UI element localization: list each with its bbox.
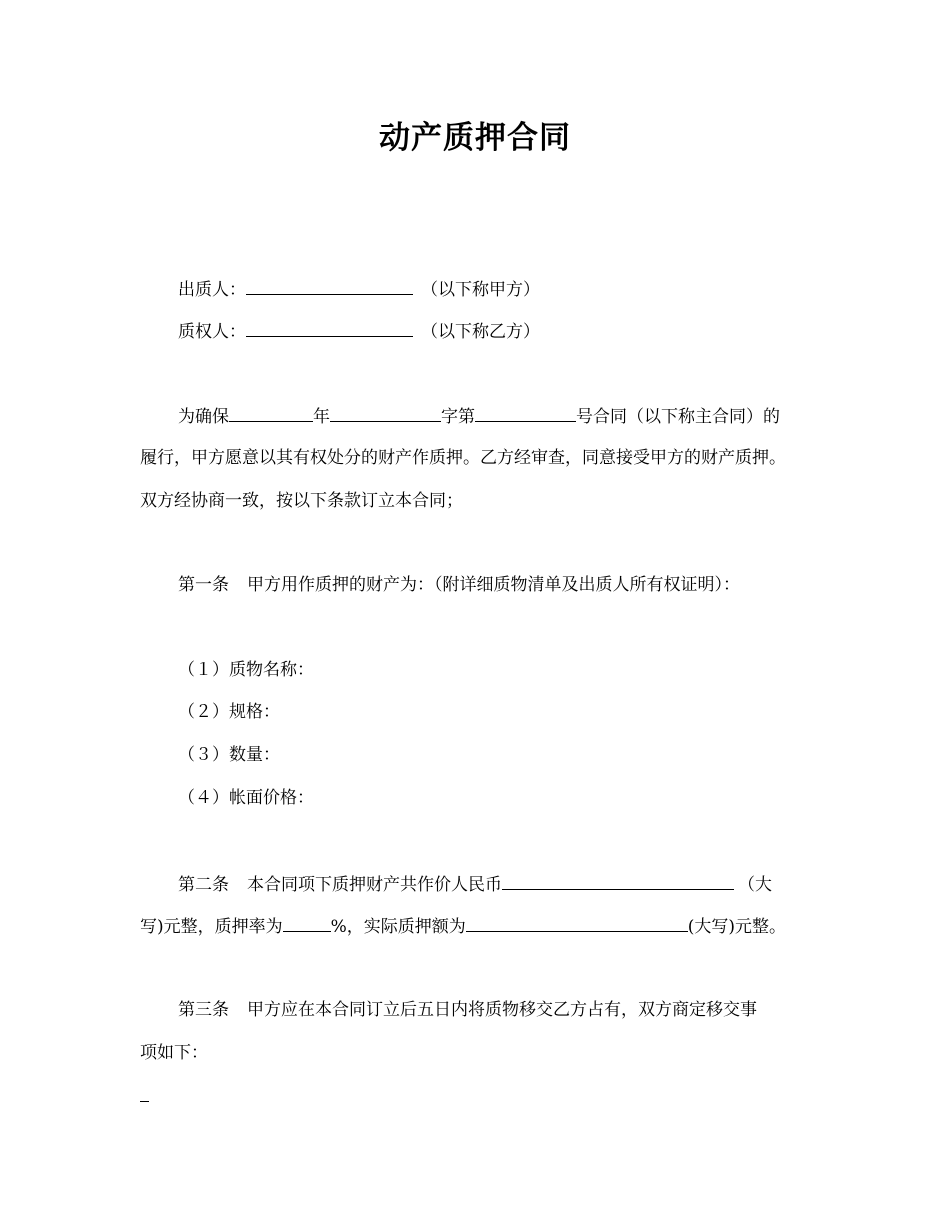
- article-1-item: （１）质物名称：: [178, 660, 314, 680]
- article-1-label: 第一条: [178, 575, 229, 595]
- article-1-item: （３）数量：: [178, 745, 280, 765]
- valuation-amount-blank[interactable]: [502, 871, 734, 890]
- article-2-label: 第二条: [178, 875, 229, 895]
- year-blank[interactable]: [229, 403, 313, 422]
- article-2-line2-b: %，实际质押额为: [330, 917, 466, 937]
- preamble-line-1: [178, 403, 780, 429]
- preamble-text-3: 字第: [441, 407, 475, 427]
- pledgor-blank[interactable]: [246, 276, 413, 295]
- article-3-line-2: 项如下：: [140, 1043, 208, 1063]
- article-2-line2-c: (大写)元整。: [687, 917, 787, 937]
- char-blank[interactable]: [330, 403, 441, 422]
- article-1-heading: [178, 573, 740, 597]
- article-1-item: （２）规格：: [178, 702, 280, 722]
- article-2-line-1: [178, 871, 772, 897]
- pledgee-blank[interactable]: [246, 318, 413, 337]
- article-2-line2-a: 写)元整，质押率为: [140, 917, 283, 937]
- article-3-line-1: [178, 998, 757, 1022]
- article-2-text-b: （大: [738, 875, 772, 895]
- pledgee-suffix: （以下称乙方）: [421, 322, 540, 342]
- article-2-text-a: 本合同项下质押财产共作价人民币: [247, 875, 502, 895]
- pledgee-line: [178, 318, 540, 344]
- pledgor-suffix: （以下称甲方）: [421, 280, 540, 300]
- preamble-text-1: 为确保: [178, 407, 229, 427]
- article-3-text: 甲方应在本合同订立后五日内将质物移交乙方占有，双方商定移交事: [247, 1000, 757, 1020]
- preamble-text-2: 年: [313, 407, 330, 427]
- actual-pledge-amount-blank[interactable]: [466, 913, 688, 932]
- article-1-item: （４）帐面价格：: [178, 788, 314, 808]
- contract-number-blank[interactable]: [475, 403, 576, 422]
- article-1-text: 甲方用作质押的财产为：（附详细质物清单及出质人所有权证明）：: [247, 575, 740, 595]
- preamble-line-2: 履行，甲方愿意以其有权处分的财产作质押。乙方经审查，同意接受甲方的财产质押。: [140, 448, 786, 468]
- article-3-label: 第三条: [178, 1000, 229, 1020]
- preamble-line-3: 双方经协商一致，按以下条款订立本合同；: [140, 491, 463, 511]
- pledgor-line: [178, 276, 540, 302]
- preamble-text-4: 号合同（以下称主合同）的: [576, 407, 780, 427]
- pledgor-label: 出质人：: [178, 280, 246, 300]
- document-title: 动产质押合同: [379, 120, 571, 156]
- pledgee-label: 质权人：: [178, 322, 246, 342]
- pledge-rate-blank[interactable]: [283, 913, 331, 932]
- text-cursor: [140, 1101, 149, 1102]
- article-2-line-2: [140, 913, 786, 939]
